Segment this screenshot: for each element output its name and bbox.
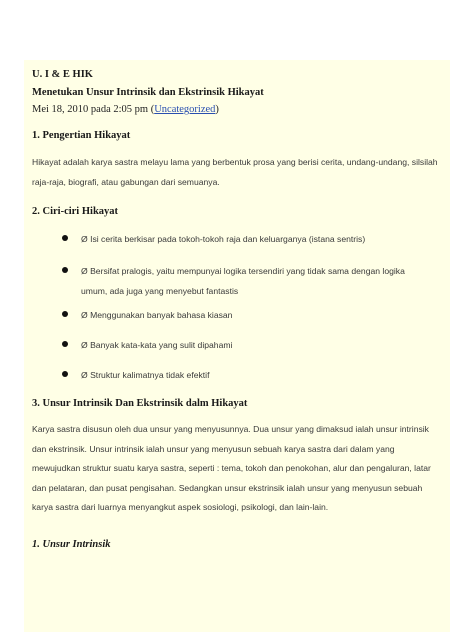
- list-item-text: Ø Banyak kata-kata yang sulit dipahami: [81, 340, 233, 350]
- post-meta-close: ): [215, 104, 219, 115]
- list-item-text: Ø Isi cerita berkisar pada tokoh-tokoh raja dan keluarganya (istana sentris): [81, 234, 366, 244]
- category-link[interactable]: Uncategorized: [154, 104, 216, 115]
- subsection-heading: 1. Unsur Intrinsik: [32, 539, 111, 550]
- list-item: [56, 305, 426, 325]
- bullet-dot-icon: [62, 267, 68, 273]
- bullet-dot-icon: [62, 235, 68, 241]
- section-paragraph-1: Hikayat adalah karya sastra melayu lama yang berbentuk prosa yang berisi cerita, undang-undang, silsilah raja-raja, biografi, atau gabungan dari semuanya.: [32, 157, 438, 187]
- list-item-text: Ø Bersifat pralogis, yaitu mempunyai logika tersendiri yang tidak sama dengan logika umum, ada juga yang menyebut fantastis: [81, 266, 405, 296]
- document-header: U. I & E HIK: [32, 69, 93, 80]
- list-item: [56, 229, 426, 249]
- section-heading-1: 1. Pengertian Hikayat: [32, 130, 131, 141]
- list-item: [56, 261, 426, 301]
- section-paragraph-3: Karya sastra disusun oleh dua unsur yang menyusunnya. Dua unsur yang dimaksud ialah unsur intrinsik dan ekstrinsik. Unsur intrinsik ialah unsur yang menyusun sebuah karya sastra dari dalam yang mewujudkan struktur suatu karya sastra, seperti : tema, tokoh dan penokohan, alur dan pengaluran, latar dan pelataran, dan pusat pengisahan. Sedangkan unsur ekstrinsik ialah unsur yang menyusun sebuah karya sastra dari luarnya menyangkut aspek sosiologi, psikologi, dan lain-lain.: [32, 424, 431, 512]
- list-item: [56, 335, 426, 355]
- bullet-dot-icon: [62, 341, 68, 347]
- bullet-dot-icon: [62, 311, 68, 317]
- list-item-text: Ø Menggunakan banyak bahasa kiasan: [81, 310, 233, 320]
- section-heading-2: 2. Ciri-ciri Hikayat: [32, 206, 119, 217]
- post-title: Menetukan Unsur Intrinsik dan Ekstrinsik Hikayat: [32, 87, 264, 98]
- list-item: [56, 365, 426, 385]
- post-date: Mei 18, 2010 pada 2:05 pm (: [32, 104, 155, 115]
- bullet-dot-icon: [62, 371, 68, 377]
- section-heading-3: 3. Unsur Intrinsik Dan Ekstrinsik dalm Hikayat: [32, 398, 248, 409]
- list-item-text: Ø Struktur kalimatnya tidak efektif: [81, 370, 210, 380]
- post-meta: [32, 103, 444, 117]
